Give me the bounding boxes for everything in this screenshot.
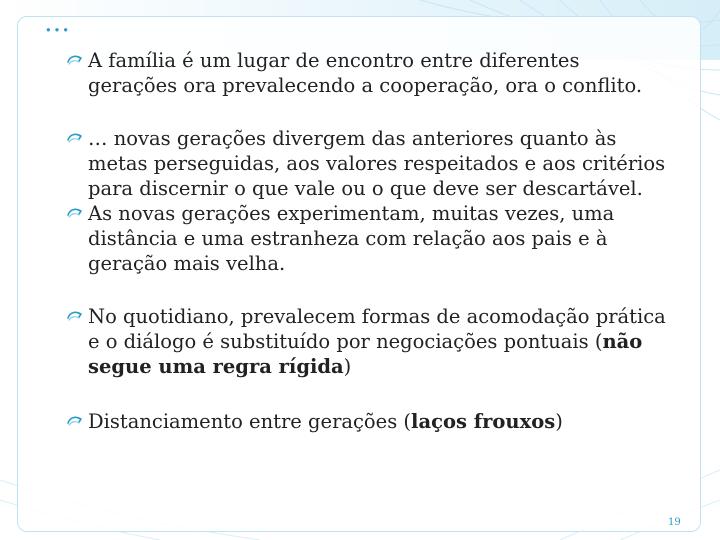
- slide-title: …: [44, 8, 71, 38]
- bullet-item: [66, 409, 666, 434]
- swirl-bullet-icon: [66, 414, 84, 428]
- swirl-bullet-icon: [66, 53, 84, 67]
- bullet-text-3: As novas gerações experimentam, muitas vezes, uma distância e uma estranheza com relação aos pais e à geração mais velha.: [88, 202, 615, 275]
- page-number: 19: [668, 517, 681, 528]
- swirl-bullet-icon: [66, 309, 84, 323]
- bullet-text-5a: Distanciamento entre gerações (: [88, 410, 412, 433]
- swirl-bullet-icon: [66, 131, 84, 145]
- bullet-text-1: A família é um lugar de encontro entre diferentes gerações ora prevalecendo a cooperação, ora o conflito.: [88, 49, 643, 97]
- bullet-text-2: … novas gerações divergem das anteriores quanto às metas perseguidas, aos valores respeitados e aos critérios para discernir o que vale ou o que deve ser descartável.: [88, 127, 666, 200]
- bullet-text-5c: ): [555, 410, 563, 433]
- bullet-item: [66, 304, 666, 379]
- bullet-item: [66, 48, 666, 98]
- bullet-list: [66, 48, 666, 434]
- swirl-bullet-icon: [66, 206, 84, 220]
- bullet-text-4c: ): [343, 355, 352, 378]
- bullet-text-5-bold: laços frouxos: [411, 410, 556, 433]
- bullet-text-4a: No quotidiano, prevalecem formas de acomodação prática e o diálogo é substituído por negociações pontuais (: [88, 305, 666, 353]
- bullet-text-4-bold: não segue uma regra rígida: [88, 330, 643, 378]
- bullet-item: [66, 201, 666, 276]
- bullet-item: [66, 126, 666, 201]
